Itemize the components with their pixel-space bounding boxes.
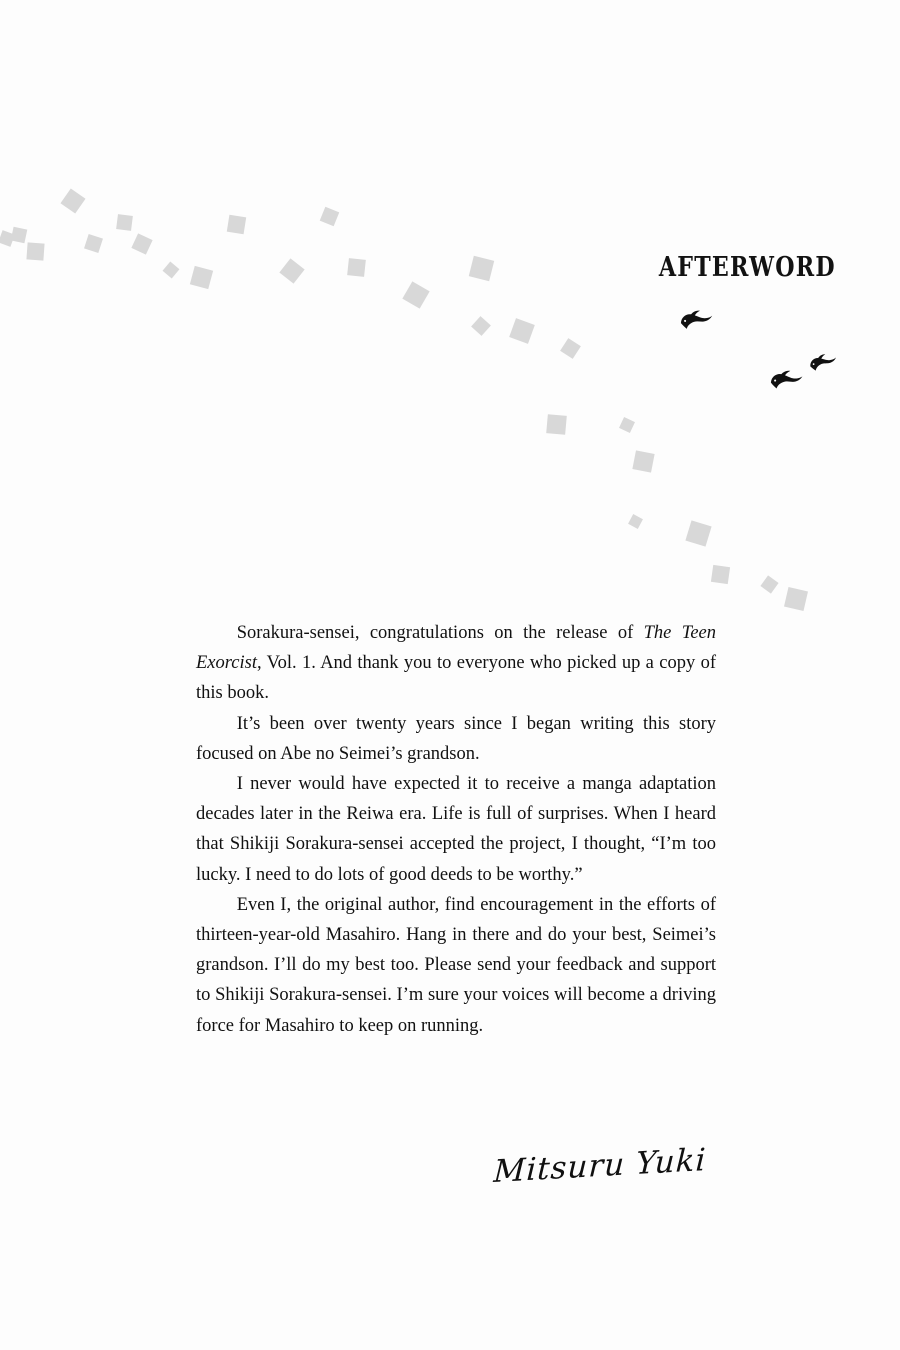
bird-icon — [805, 349, 841, 380]
confetti-square — [320, 207, 340, 227]
confetti-square — [347, 258, 366, 277]
book-title: The Teen Exorcist — [196, 623, 716, 674]
confetti-square — [60, 188, 85, 213]
confetti-square — [26, 242, 44, 260]
confetti-square — [784, 587, 808, 611]
author-signature: Mitsuru Yuki — [492, 1141, 708, 1191]
paragraph: Sorakura-sensei, congratulations on the release of The Teen Exorcist, Vol. 1. And thank you to everyone who picked up a copy of this book. — [196, 623, 716, 704]
confetti-square — [711, 565, 730, 584]
confetti-square — [760, 575, 778, 593]
confetti-square — [628, 514, 643, 529]
confetti-square — [471, 316, 491, 336]
confetti-square — [619, 417, 635, 433]
confetti-square — [546, 414, 567, 435]
page-title: AFTERWORD — [659, 252, 836, 283]
afterword-body — [196, 618, 716, 1041]
confetti-square — [116, 214, 133, 231]
confetti-square — [131, 233, 152, 254]
confetti-square — [560, 338, 581, 359]
bird-icon — [767, 366, 806, 399]
confetti-square — [279, 258, 304, 283]
confetti-square — [469, 256, 494, 281]
paragraph: Even I, the original author, find encouragement in the efforts of thirteen-year-old Masahiro. Hang in there and do your best, Seimei’s grandson. I’ll do my best too. Please send your feedback and support to Shikiji Sorakura-sensei. I’m sure your voices will become a driving force for Masahiro to keep on running. — [196, 894, 716, 1036]
confetti-square — [84, 234, 103, 253]
confetti-square — [227, 215, 246, 234]
confetti-square — [685, 520, 711, 546]
confetti-square — [402, 281, 429, 308]
bird-icon — [676, 306, 716, 340]
confetti-square — [0, 230, 15, 247]
confetti-square — [11, 227, 28, 244]
confetti-square — [190, 266, 213, 289]
confetti-square — [163, 262, 180, 279]
paragraph: It’s been over twenty years since I began writing this story focused on Abe no Seimei’s grandson. — [196, 713, 716, 764]
confetti-square — [632, 450, 654, 472]
confetti-square — [509, 318, 535, 344]
paragraph: I never would have expected it to receive a manga adaptation decades later in the Reiwa era. Life is full of surprises. When I heard that Shikiji Sorakura-sensei accepted the project, I thought, “I’m too lucky. I need to do lots of good deeds to be worthy.” — [196, 774, 716, 885]
